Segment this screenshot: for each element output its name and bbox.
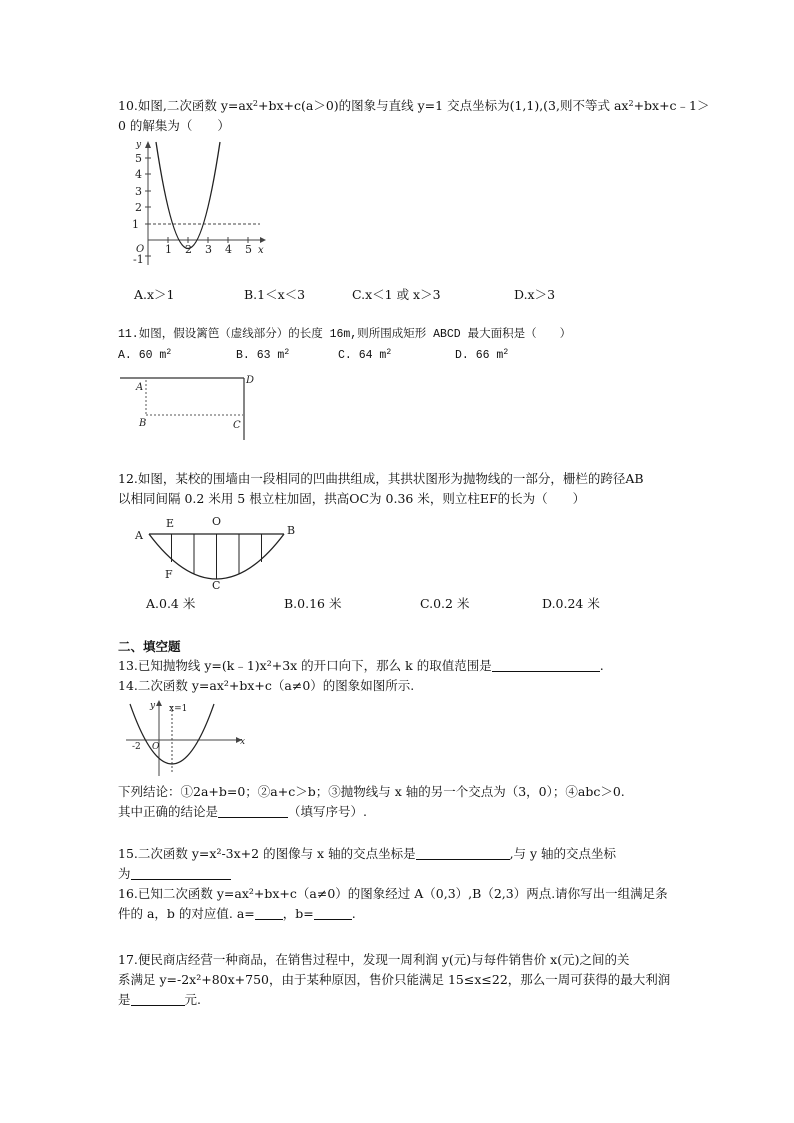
q10-option-d: D.x＞3 — [514, 287, 556, 302]
q17-line2: 系满足 y=-2x²+80x+750，由于某种原因，售价只能满足 15≤x≤22，那么一周可获得的最大利润 — [118, 972, 671, 987]
q14-stem: 14.二次函数 y=ax²+bx+c（a≠0）的图象如图所示. — [118, 678, 415, 693]
q15-y-blank[interactable] — [131, 867, 231, 880]
q14-conclusions: 下列结论：①2a+b=0；②a+c＞b；③抛物线与 x 轴的另一个交点为（3，0）；④abc＞0. — [118, 784, 625, 799]
q10-origin: O — [136, 244, 145, 255]
q10-xtick: 5 — [245, 243, 252, 256]
q12-line2: 以相同间隔 0.2 米用 5 根立柱加固，拱高OC为 0.36 米，则立柱EF的长为（ ） — [118, 491, 586, 506]
q11-label-a: A — [136, 382, 144, 393]
q15-line2: 为 — [118, 866, 231, 882]
q14-axis-label: x=1 — [169, 704, 188, 714]
q17-line1: 17.便民商店经营一种商品，在销售过程中，发现一周利润 y(元)与每件销售价 x(元)之间的关 — [118, 952, 630, 967]
q16-a-blank[interactable] — [255, 907, 283, 920]
q12-label-c: C — [212, 579, 221, 592]
q14-graph — [124, 698, 254, 778]
q14-origin: O — [152, 742, 160, 752]
q12-label-f: F — [165, 568, 173, 581]
q10-ytick: 1 — [132, 218, 139, 231]
q10-xtick: 3 — [205, 243, 212, 256]
q10-ytick: 2 — [135, 201, 142, 214]
q10-ytick: -1 — [133, 253, 144, 266]
q10-ytick: 4 — [135, 168, 142, 181]
section-title: 二、填空题 — [118, 639, 181, 654]
q12-option-d: D.0.24 米 — [542, 596, 600, 611]
q12-label-b: B — [287, 524, 296, 537]
q12-label-a: A — [135, 529, 143, 542]
q11-option-d: D. 66 $m^2$ — [455, 348, 509, 362]
q10-graph — [130, 140, 290, 270]
q10-option-b: B.1＜x＜3 — [244, 287, 306, 302]
q11-stem: 11.如图，假设篱笆（虚线部分）的长度 16m,则所围成矩形 ABCD 最大面积是（ ） — [118, 328, 572, 341]
q10-xtick: 4 — [225, 243, 232, 256]
q10-y-label: y — [136, 140, 142, 150]
q12-label-e: E — [166, 517, 175, 530]
q17-line3: 是 元. — [118, 992, 201, 1007]
q14-x-label: x — [240, 737, 246, 747]
q10-ytick: 3 — [135, 185, 142, 198]
q10-option-a: A.x＞1 — [134, 287, 175, 302]
q13: 13.已知抛物线 y=(k﹣1)x²+3x 的开口向下，那么 k 的取值范围是 . — [118, 658, 604, 673]
q10-option-c: C.x＜1 或 x＞3 — [352, 287, 441, 302]
q16-line1: 16.已知二次函数 y=ax²+bx+c（a≠0）的图象经过 A（0,3）,B（2,3）两点.请你写出一组满足条 — [118, 886, 668, 901]
q14-answer: 其中正确的结论是 （填写序号）. — [118, 804, 367, 819]
q11-label-b: B — [139, 418, 147, 429]
q11-option-b: B. 63 $m^2$ — [236, 348, 290, 362]
q10-xtick: 2 — [185, 243, 192, 256]
q11-diagram — [120, 372, 260, 442]
q12-option-a: A.0.4 米 — [146, 596, 196, 611]
q16-line2: 件的 a，b 的对应值. a= ，b= . — [118, 906, 356, 921]
q10-x-label: x — [258, 245, 264, 256]
q12-option-b: B.0.16 米 — [284, 596, 342, 611]
q16-b-blank[interactable] — [314, 907, 352, 920]
q14-neg-label: -2 — [132, 742, 141, 752]
q12-line1: 12.如图，某校的围墙由一段相同的凹曲拱组成，其拱状图形为抛物线的一部分，栅栏的跨径AB — [118, 471, 644, 486]
q15-x-blank[interactable] — [416, 847, 510, 860]
q15-line1: 15.二次函数 y=x²-3x+2 的图像与 x 轴的交点坐标是 ,与 y 轴的交点坐标 — [118, 846, 617, 861]
q11-label-c: C — [233, 420, 241, 431]
q11-label-d: D — [246, 375, 255, 386]
q14-y-label: y — [150, 701, 156, 711]
q17-answer-blank[interactable] — [131, 993, 185, 1006]
q14-answer-blank[interactable] — [218, 805, 288, 818]
q11-option-a: A. 60 $m^2$ — [118, 348, 172, 362]
q10-stem-line2: 0 的解集为（ ） — [118, 118, 230, 133]
q12-label-o: O — [212, 515, 222, 528]
q12-option-c: C.0.2 米 — [420, 596, 470, 611]
q13-answer-blank[interactable] — [492, 659, 600, 672]
q10-xtick: 1 — [165, 243, 172, 256]
q12-diagram — [132, 514, 307, 592]
q11-option-c: C. 64 $m^2$ — [338, 348, 392, 362]
q10-stem: 10.如图,二次函数 $y=ax^2+bx+c(a>0)$的图象与直线 y=1 交点坐标为(1,1),(3,则不等式 $ax^2+bx+c﹣1>$ — [118, 98, 710, 113]
q10-ytick: 5 — [135, 152, 142, 165]
